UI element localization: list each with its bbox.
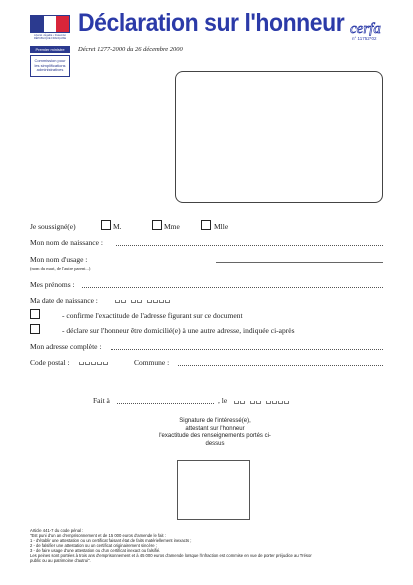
civility-m-label: M.: [113, 222, 122, 231]
postal-code-field[interactable]: [79, 362, 109, 365]
signature-box[interactable]: [177, 460, 250, 520]
usage-name-note: (nom du mari, de l'autre parent...): [30, 266, 91, 271]
done-at-label: Fait à: [93, 396, 110, 405]
birth-date-field[interactable]: [115, 300, 171, 303]
checkbox-mademoiselle[interactable]: [201, 220, 211, 230]
first-names-field[interactable]: [82, 287, 383, 288]
full-address-label: Mon adresse complète :: [30, 342, 102, 351]
undersigned-label: Je soussigné(e): [30, 222, 76, 231]
signature-caption: Signature de l'intéressé(e), attestant sur l'honneur l'exactitude des renseignements portés ci-dessus: [159, 418, 271, 447]
penal-code-notice: Article 441-7 du code pénal : "Est puni d'un an d'emprisonnement et de 15 000 euros d'amende le fait : 1 - d'établir une attestation ou un certificat faisant état de faits matériellement inexacts ; 2 - de falsifier une attestation ou un certificat originairement sincère ; 3 - de faire usage d'une attestation ou d'un certificat inexact ou falsifié. Les peines sont portées à trois ans d'emprisonnement et à 45 000 euros d'amende lorsque l'infraction est commise en vue de porter préjudice au Trésor public ou au patrimoine d'autrui".: [30, 528, 312, 563]
logo-motto: Liberté • Égalité • Fraternité RÉPUBLIQUE FRANÇAISE: [33, 34, 67, 40]
confirm-address-label: - confirme l'exactitude de l'adresse figurant sur ce document: [62, 311, 243, 320]
ministry-band: Premier ministre: [30, 46, 70, 53]
republique-francaise-logo: [30, 15, 70, 77]
svg-text:cerfa: cerfa: [350, 21, 381, 36]
cerfa-logo: [349, 20, 389, 36]
signature-date-field[interactable]: [234, 401, 290, 404]
checkbox-confirm-address[interactable]: [30, 309, 40, 319]
full-address-field[interactable]: [111, 349, 383, 350]
commune-label: Commune :: [134, 358, 170, 367]
commission-label: Commission pour les simplifications administratives: [30, 55, 70, 77]
checkbox-madame[interactable]: [152, 220, 162, 230]
page-title: Déclaration sur l'honneur: [78, 9, 345, 37]
done-at-field[interactable]: [117, 403, 214, 404]
civility-mlle-label: Mlle: [214, 222, 229, 231]
cerfa-number: n° 11752*02: [352, 36, 377, 41]
birth-name-label: Mon nom de naissance :: [30, 238, 103, 247]
birth-name-field[interactable]: [116, 245, 383, 246]
french-flag-icon: [30, 15, 70, 33]
usage-name-label: Mon nom d'usage :: [30, 255, 88, 264]
on-date-label: , le: [218, 396, 228, 405]
checkbox-monsieur[interactable]: [101, 220, 111, 230]
checkbox-other-address[interactable]: [30, 324, 40, 334]
other-address-label: - déclare sur l'honneur être domicilié(e) à une autre adresse, indiquée ci-après: [62, 326, 295, 335]
postal-code-label: Code postal :: [30, 358, 70, 367]
decree-reference: Décret 1277-2000 du 26 décembre 2000: [78, 46, 183, 53]
document-stamp-box: [175, 71, 383, 203]
first-names-label: Mes prénoms :: [30, 280, 75, 289]
commune-field[interactable]: [178, 365, 383, 366]
usage-name-field[interactable]: [216, 262, 383, 263]
birth-date-label: Ma date de naissance :: [30, 296, 98, 305]
civility-mme-label: Mme: [164, 222, 180, 231]
